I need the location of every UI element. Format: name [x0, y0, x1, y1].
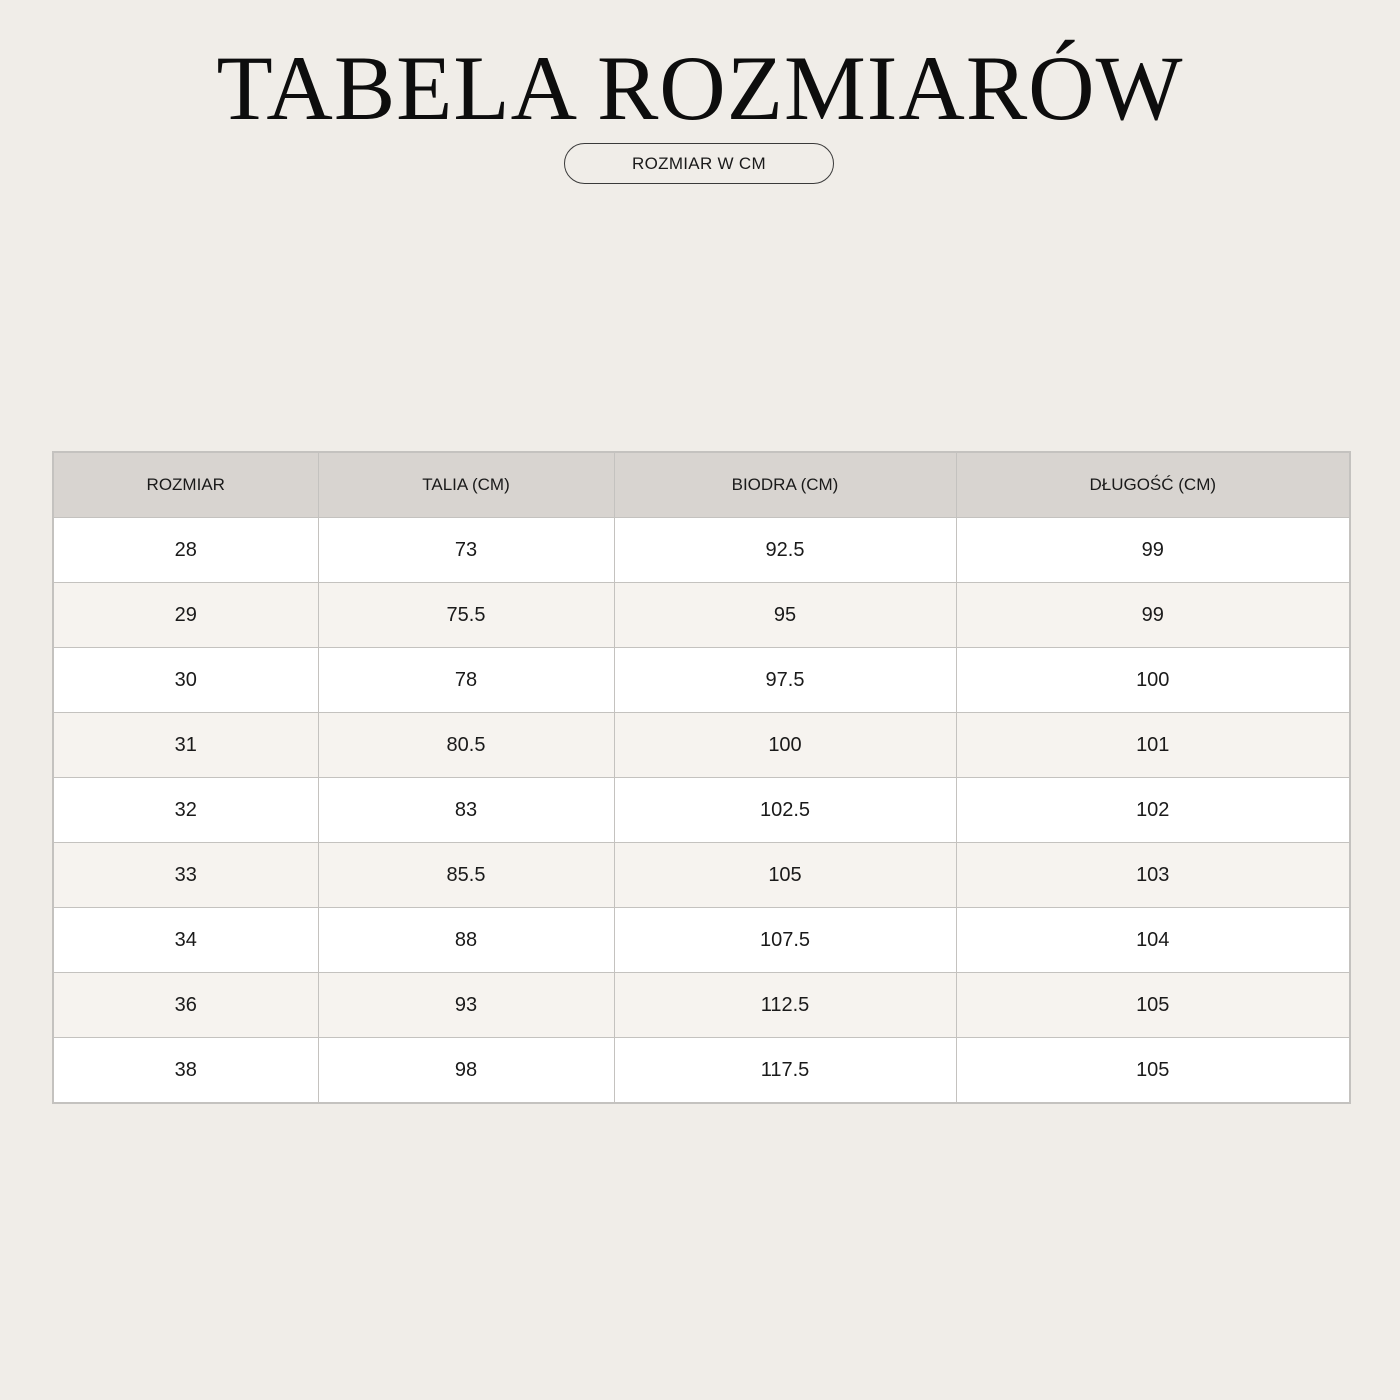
table-header-row: [53, 452, 1350, 518]
cell-hips: 92.5: [614, 518, 956, 583]
cell-waist: 83: [318, 778, 614, 843]
cell-hips: 102.5: [614, 778, 956, 843]
cell-waist: 75.5: [318, 583, 614, 648]
cell-size: 29: [53, 583, 318, 648]
cell-size: 31: [53, 713, 318, 778]
size-table: [52, 451, 1351, 1104]
table-row: [53, 713, 1350, 778]
table-row: [53, 583, 1350, 648]
cell-hips: 95: [614, 583, 956, 648]
cell-waist: 98: [318, 1038, 614, 1104]
cell-waist: 88: [318, 908, 614, 973]
cell-size: 32: [53, 778, 318, 843]
page-title: TABELA ROZMIARÓW: [216, 37, 1184, 139]
cell-length: 104: [956, 908, 1350, 973]
cell-waist: 93: [318, 973, 614, 1038]
cell-waist: 80.5: [318, 713, 614, 778]
cell-size: 38: [53, 1038, 318, 1104]
cell-length: 101: [956, 713, 1350, 778]
table-row: [53, 518, 1350, 583]
header-size: ROZMIAR: [53, 452, 318, 518]
cell-size: 33: [53, 843, 318, 908]
cell-hips: 117.5: [614, 1038, 956, 1104]
table-row: [53, 908, 1350, 973]
cell-length: 103: [956, 843, 1350, 908]
table-row: [53, 648, 1350, 713]
header-hips: BIODRA (CM): [614, 452, 956, 518]
header-waist: TALIA (CM): [318, 452, 614, 518]
cell-size: 36: [53, 973, 318, 1038]
cell-length: 102: [956, 778, 1350, 843]
header-length: DŁUGOŚĆ (CM): [956, 452, 1350, 518]
cell-waist: 85.5: [318, 843, 614, 908]
cell-waist: 73: [318, 518, 614, 583]
table-row: [53, 843, 1350, 908]
cell-hips: 105: [614, 843, 956, 908]
cell-hips: 112.5: [614, 973, 956, 1038]
table-row: [53, 778, 1350, 843]
table-row: [53, 973, 1350, 1038]
cell-size: 28: [53, 518, 318, 583]
cell-length: 99: [956, 518, 1350, 583]
unit-badge: ROZMIAR W CM: [564, 143, 834, 184]
cell-size: 30: [53, 648, 318, 713]
cell-length: 100: [956, 648, 1350, 713]
cell-length: 99: [956, 583, 1350, 648]
cell-hips: 107.5: [614, 908, 956, 973]
cell-length: 105: [956, 1038, 1350, 1104]
cell-size: 34: [53, 908, 318, 973]
table-row: [53, 1038, 1350, 1104]
cell-length: 105: [956, 973, 1350, 1038]
cell-hips: 97.5: [614, 648, 956, 713]
cell-hips: 100: [614, 713, 956, 778]
cell-waist: 78: [318, 648, 614, 713]
